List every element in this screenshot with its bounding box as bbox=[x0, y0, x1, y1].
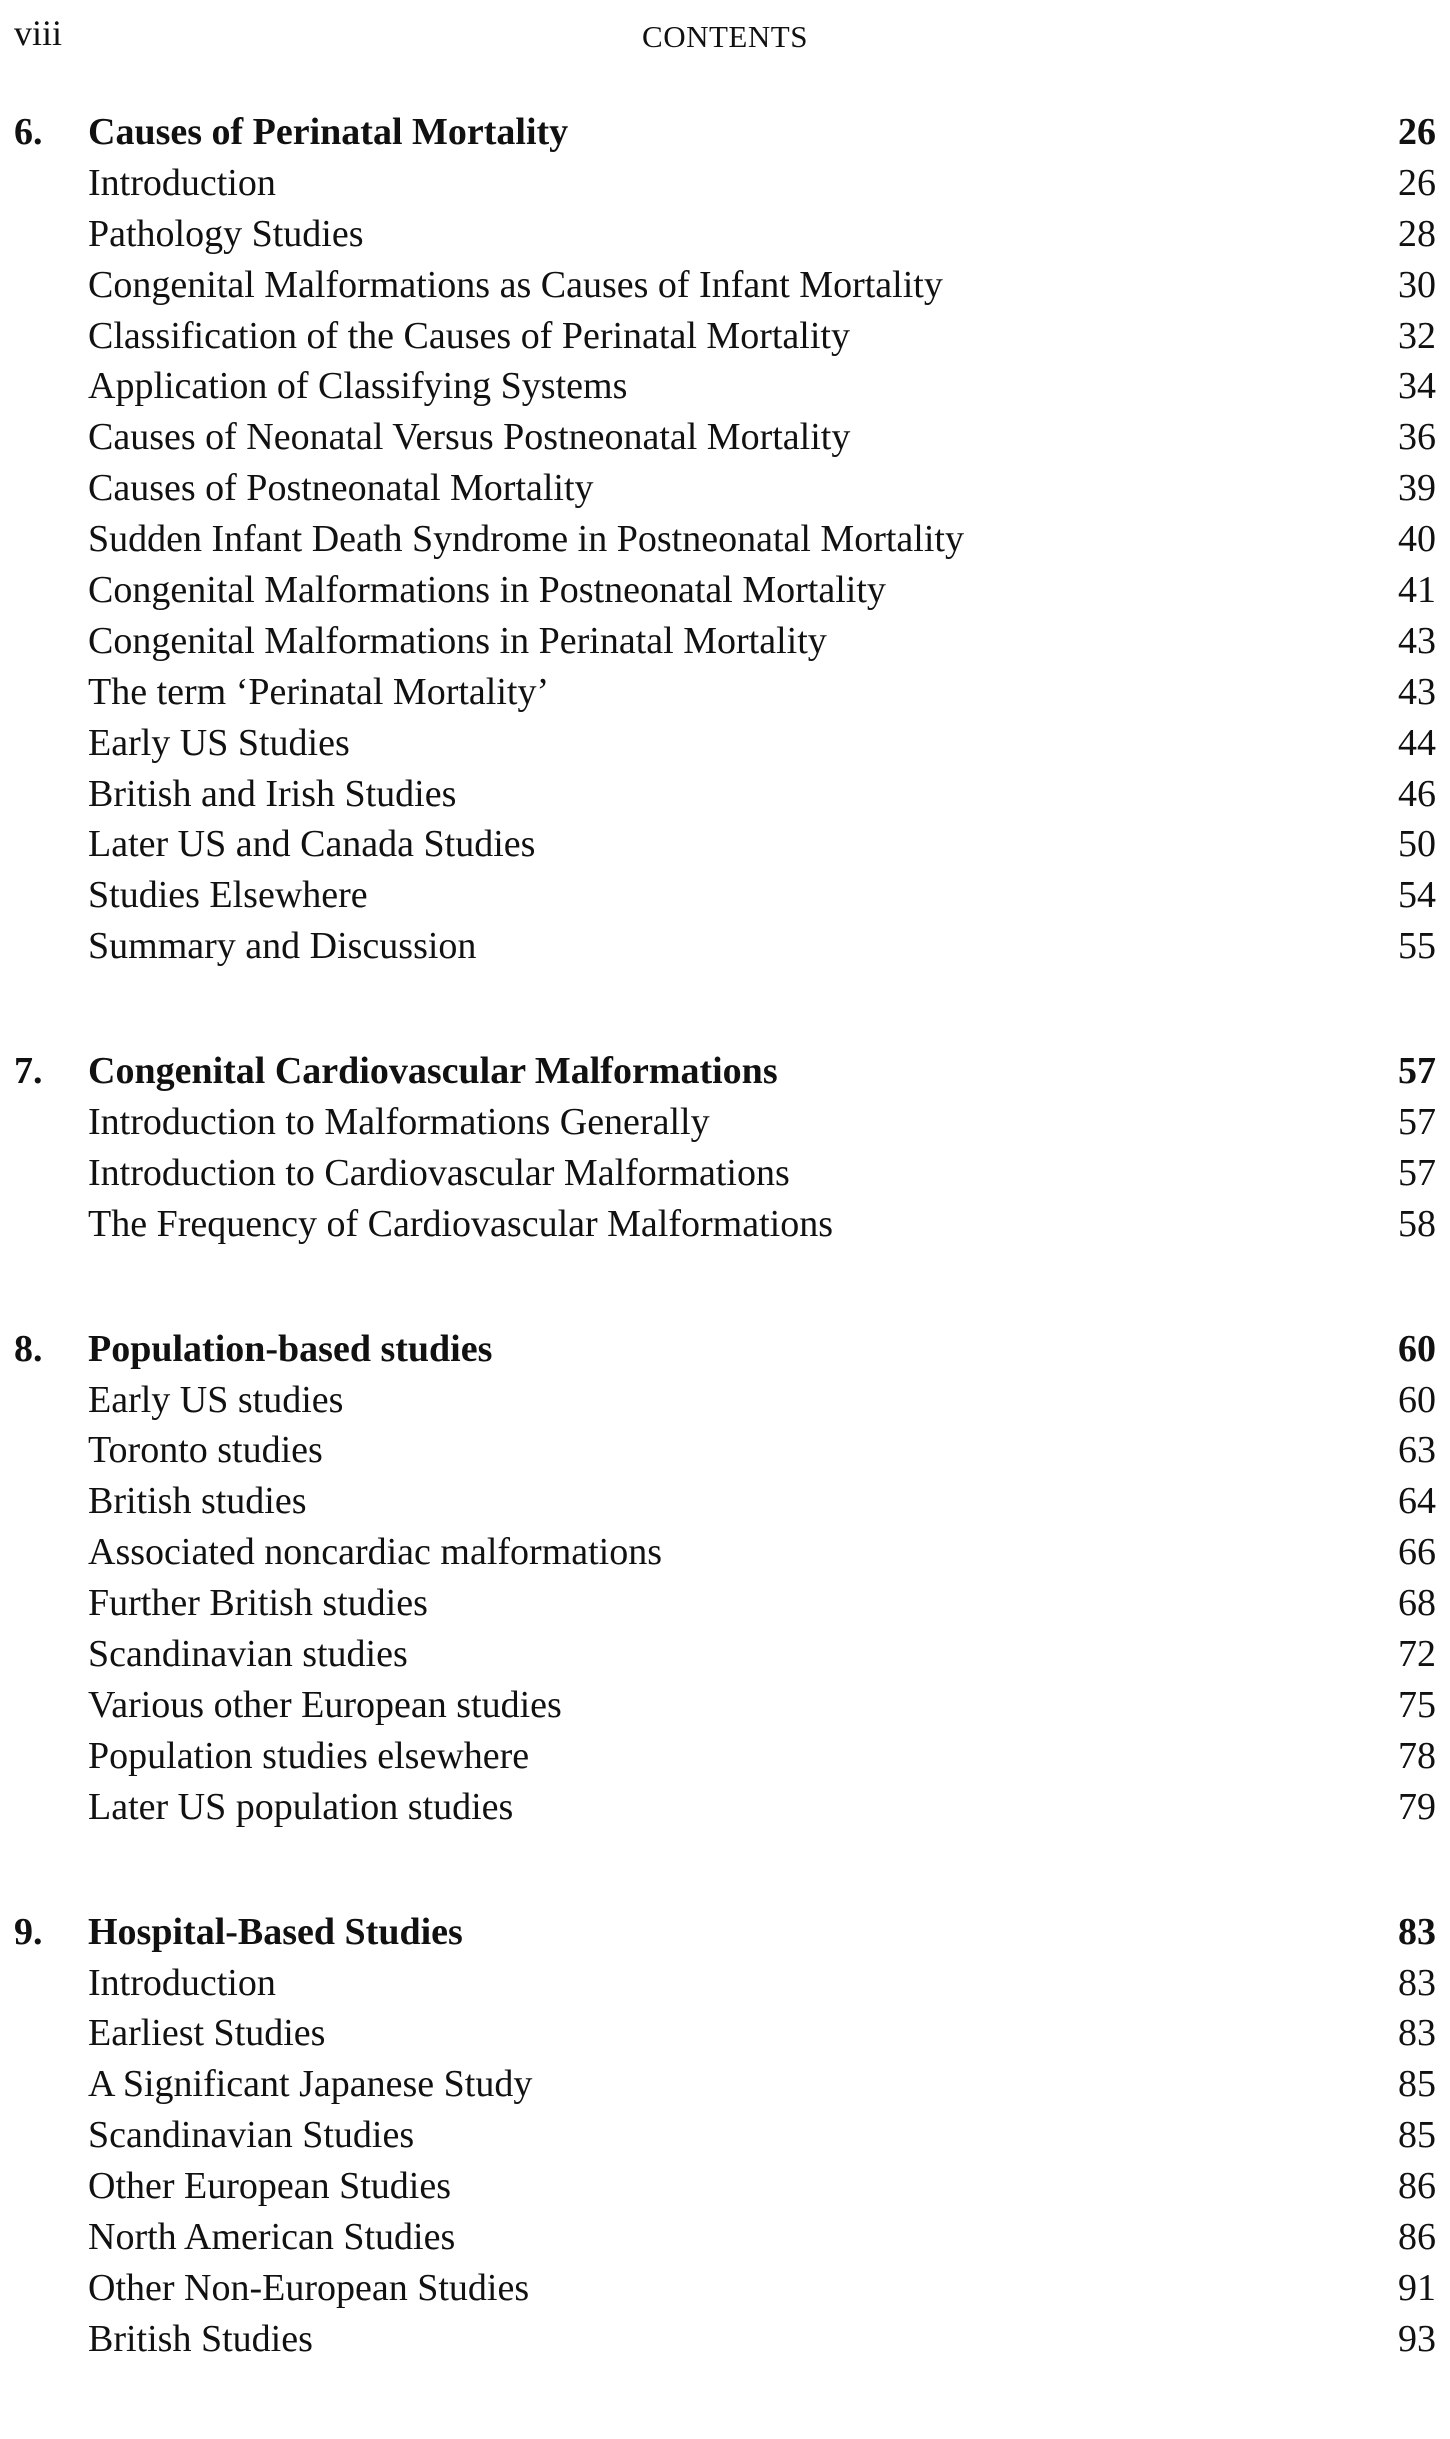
toc-entry-page-number: 83 bbox=[1398, 1961, 1436, 2004]
toc-entry-page-number: 60 bbox=[1398, 1378, 1436, 1421]
toc-entry-page-number: 50 bbox=[1398, 823, 1436, 866]
toc-entry-page-number: 32 bbox=[1398, 314, 1436, 357]
toc-chapter-heading[interactable] bbox=[0, 1046, 1450, 1097]
toc-entry-title: Introduction bbox=[88, 161, 276, 204]
toc-entry[interactable] bbox=[0, 1097, 1450, 1148]
chapter-number: 8. bbox=[14, 1327, 43, 1370]
toc-entry-title: Summary and Discussion bbox=[88, 925, 477, 968]
chapter-number: 6. bbox=[14, 111, 43, 153]
toc-entry-page-number: 68 bbox=[1398, 1582, 1436, 1625]
toc-entry-title: North American Studies bbox=[88, 2215, 456, 2258]
toc-entry-page-number: 66 bbox=[1398, 1531, 1436, 1574]
toc-entry-title: British studies bbox=[88, 1480, 307, 1523]
toc-entry-title: The Frequency of Cardiovascular Malformations bbox=[88, 1202, 833, 1245]
toc-entry-title: Scandinavian Studies bbox=[88, 2114, 415, 2157]
toc-entry[interactable] bbox=[0, 616, 1450, 667]
toc-entry-title: A Significant Japanese Study bbox=[88, 2063, 533, 2106]
toc-entry[interactable] bbox=[0, 921, 1450, 972]
toc-entry-page-number: 63 bbox=[1398, 1429, 1436, 1472]
toc-entry[interactable] bbox=[0, 1375, 1450, 1426]
toc-entry[interactable] bbox=[0, 718, 1450, 769]
toc-entry-page-number: 57 bbox=[1398, 1101, 1436, 1144]
toc-entry-title: Introduction to Cardiovascular Malformations bbox=[88, 1151, 790, 1194]
toc-entry[interactable] bbox=[0, 819, 1450, 870]
toc-entry-page-number: 28 bbox=[1398, 212, 1436, 255]
toc-entry[interactable] bbox=[0, 2161, 1450, 2212]
toc-entry-page-number: 30 bbox=[1398, 263, 1436, 306]
toc-entry[interactable] bbox=[0, 769, 1450, 820]
toc-entry-title: Scandinavian studies bbox=[88, 1633, 408, 1676]
toc-entry-title: Introduction bbox=[88, 1961, 276, 2004]
toc-entry[interactable] bbox=[0, 1578, 1450, 1629]
toc-entry[interactable] bbox=[0, 667, 1450, 718]
toc-entry[interactable] bbox=[0, 412, 1450, 463]
toc-entry-title: Other European Studies bbox=[88, 2165, 452, 2208]
toc-entry-page-number: 72 bbox=[1398, 1633, 1436, 1676]
toc-entry[interactable] bbox=[0, 158, 1450, 209]
toc-entry[interactable] bbox=[0, 565, 1450, 616]
toc-entry-page-number: 55 bbox=[1398, 925, 1436, 968]
toc-entry[interactable] bbox=[0, 1731, 1450, 1782]
toc-chapter-section bbox=[0, 1046, 1450, 1250]
toc-entry-page-number: 86 bbox=[1398, 2215, 1436, 2258]
toc-entry[interactable] bbox=[0, 2212, 1450, 2263]
toc-entry[interactable] bbox=[0, 311, 1450, 362]
toc-entry-page-number: 43 bbox=[1398, 670, 1436, 713]
toc-entry[interactable] bbox=[0, 1958, 1450, 2009]
toc-entry-title: Early US studies bbox=[88, 1378, 344, 1421]
toc-entry-page-number: 34 bbox=[1398, 365, 1436, 408]
toc-entry[interactable] bbox=[0, 1680, 1450, 1731]
toc-entry-page-number: 79 bbox=[1398, 1785, 1436, 1828]
toc-entry-title: Associated noncardiac malformations bbox=[88, 1531, 663, 1574]
toc-entry[interactable] bbox=[0, 2314, 1450, 2365]
toc-entry[interactable] bbox=[0, 1782, 1450, 1833]
running-head-title: CONTENTS bbox=[642, 19, 808, 54]
toc-entry[interactable] bbox=[0, 463, 1450, 514]
chapter-title: Hospital-Based Studies bbox=[88, 1910, 463, 1953]
chapter-number: 9. bbox=[14, 1910, 43, 1953]
toc-entry-title: Other Non-European Studies bbox=[88, 2266, 530, 2309]
toc-entry[interactable] bbox=[0, 2059, 1450, 2110]
toc-entry[interactable] bbox=[0, 209, 1450, 260]
toc-entry-title: Causes of Postneonatal Mortality bbox=[88, 467, 594, 510]
toc-entry-title: Later US population studies bbox=[88, 1785, 514, 1828]
toc-entry-page-number: 86 bbox=[1398, 2165, 1436, 2208]
toc-entry[interactable] bbox=[0, 870, 1450, 921]
toc-entry-title: Sudden Infant Death Syndrome in Postneonatal Mortality bbox=[88, 518, 964, 561]
toc-entry[interactable] bbox=[0, 1199, 1450, 1250]
toc-entry-page-number: 58 bbox=[1398, 1202, 1436, 1245]
toc-entry-title: Population studies elsewhere bbox=[88, 1734, 530, 1777]
toc-entry[interactable] bbox=[0, 361, 1450, 412]
toc-entry[interactable] bbox=[0, 260, 1450, 311]
toc-entry-page-number: 83 bbox=[1398, 2012, 1436, 2055]
toc-entry-title: Application of Classifying Systems bbox=[88, 365, 628, 408]
toc-entry[interactable] bbox=[0, 1148, 1450, 1199]
toc-entry[interactable] bbox=[0, 2110, 1450, 2161]
toc-entry-page-number: 78 bbox=[1398, 1734, 1436, 1777]
toc-entry-title: Causes of Neonatal Versus Postneonatal Mortality bbox=[88, 416, 851, 459]
toc-entry-page-number: 44 bbox=[1398, 721, 1436, 764]
toc-entry-title: Earliest Studies bbox=[88, 2012, 326, 2055]
toc-entry-page-number: 64 bbox=[1398, 1480, 1436, 1523]
toc-entry-page-number: 75 bbox=[1398, 1683, 1436, 1726]
toc-chapter-heading[interactable] bbox=[0, 1324, 1450, 1375]
toc-entry[interactable] bbox=[0, 1425, 1450, 1476]
chapter-title: Congenital Cardiovascular Malformations bbox=[88, 1050, 778, 1093]
toc-entry-page-number: 85 bbox=[1398, 2063, 1436, 2106]
toc-entry-page-number: 46 bbox=[1398, 772, 1436, 815]
table-of-contents bbox=[0, 107, 1450, 2439]
chapter-number: 7. bbox=[14, 1050, 43, 1093]
toc-entry-page-number: 41 bbox=[1398, 569, 1436, 612]
toc-entry-page-number: 85 bbox=[1398, 2114, 1436, 2157]
toc-entry-title: Later US and Canada Studies bbox=[88, 823, 536, 866]
toc-chapter-section bbox=[0, 1907, 1450, 2365]
toc-entry-title: British and Irish Studies bbox=[88, 772, 457, 815]
toc-entry-page-number: 39 bbox=[1398, 467, 1436, 510]
chapter-title: Causes of Perinatal Mortality bbox=[88, 111, 569, 153]
toc-entry-page-number: 93 bbox=[1398, 2317, 1436, 2360]
toc-entry[interactable] bbox=[0, 1476, 1450, 1527]
chapter-page-number: 57 bbox=[1398, 1050, 1436, 1093]
page-folio: viii bbox=[14, 13, 63, 53]
toc-entry[interactable] bbox=[0, 2263, 1450, 2314]
toc-entry-title: Various other European studies bbox=[88, 1683, 562, 1726]
running-head bbox=[0, 8, 1450, 58]
toc-entry-title: Pathology Studies bbox=[88, 212, 364, 255]
toc-entry-title: Congenital Malformations as Causes of Infant Mortality bbox=[88, 263, 943, 306]
toc-entry-page-number: 36 bbox=[1398, 416, 1436, 459]
toc-entry[interactable] bbox=[0, 1527, 1450, 1578]
toc-entry-title: Classification of the Causes of Perinatal Mortality bbox=[88, 314, 850, 357]
toc-entry-title: Introduction to Malformations Generally bbox=[88, 1101, 710, 1144]
toc-entry[interactable] bbox=[0, 2008, 1450, 2059]
toc-chapter-heading[interactable] bbox=[0, 1907, 1450, 1958]
chapter-page-number: 83 bbox=[1398, 1910, 1436, 1953]
toc-entry-title: Studies Elsewhere bbox=[88, 874, 368, 917]
toc-entry-title: British Studies bbox=[88, 2317, 313, 2360]
toc-entry-title: Congenital Malformations in Postneonatal Mortality bbox=[88, 569, 886, 612]
toc-entry-page-number: 91 bbox=[1398, 2266, 1436, 2309]
chapter-page-number: 60 bbox=[1398, 1327, 1436, 1370]
chapter-title: Population-based studies bbox=[88, 1327, 493, 1370]
toc-entry-title: Toronto studies bbox=[88, 1429, 323, 1472]
toc-entry-page-number: 57 bbox=[1398, 1151, 1436, 1194]
toc-entry-page-number: 54 bbox=[1398, 874, 1436, 917]
toc-entry-title: The term ‘Perinatal Mortality’ bbox=[88, 670, 550, 713]
toc-entry[interactable] bbox=[0, 514, 1450, 565]
toc-entry-page-number: 26 bbox=[1398, 161, 1436, 204]
toc-chapter-section bbox=[0, 1324, 1450, 1833]
toc-entry-title: Congenital Malformations in Perinatal Mortality bbox=[88, 619, 827, 662]
chapter-page-number: 26 bbox=[1398, 111, 1436, 153]
toc-entry-page-number: 40 bbox=[1398, 518, 1436, 561]
toc-entry-title: Further British studies bbox=[88, 1582, 428, 1625]
toc-entry[interactable] bbox=[0, 1629, 1450, 1680]
toc-entry-title: Early US Studies bbox=[88, 721, 350, 764]
toc-entry-page-number: 43 bbox=[1398, 619, 1436, 662]
toc-chapter-section bbox=[0, 107, 1450, 972]
toc-chapter-heading[interactable] bbox=[0, 107, 1450, 158]
